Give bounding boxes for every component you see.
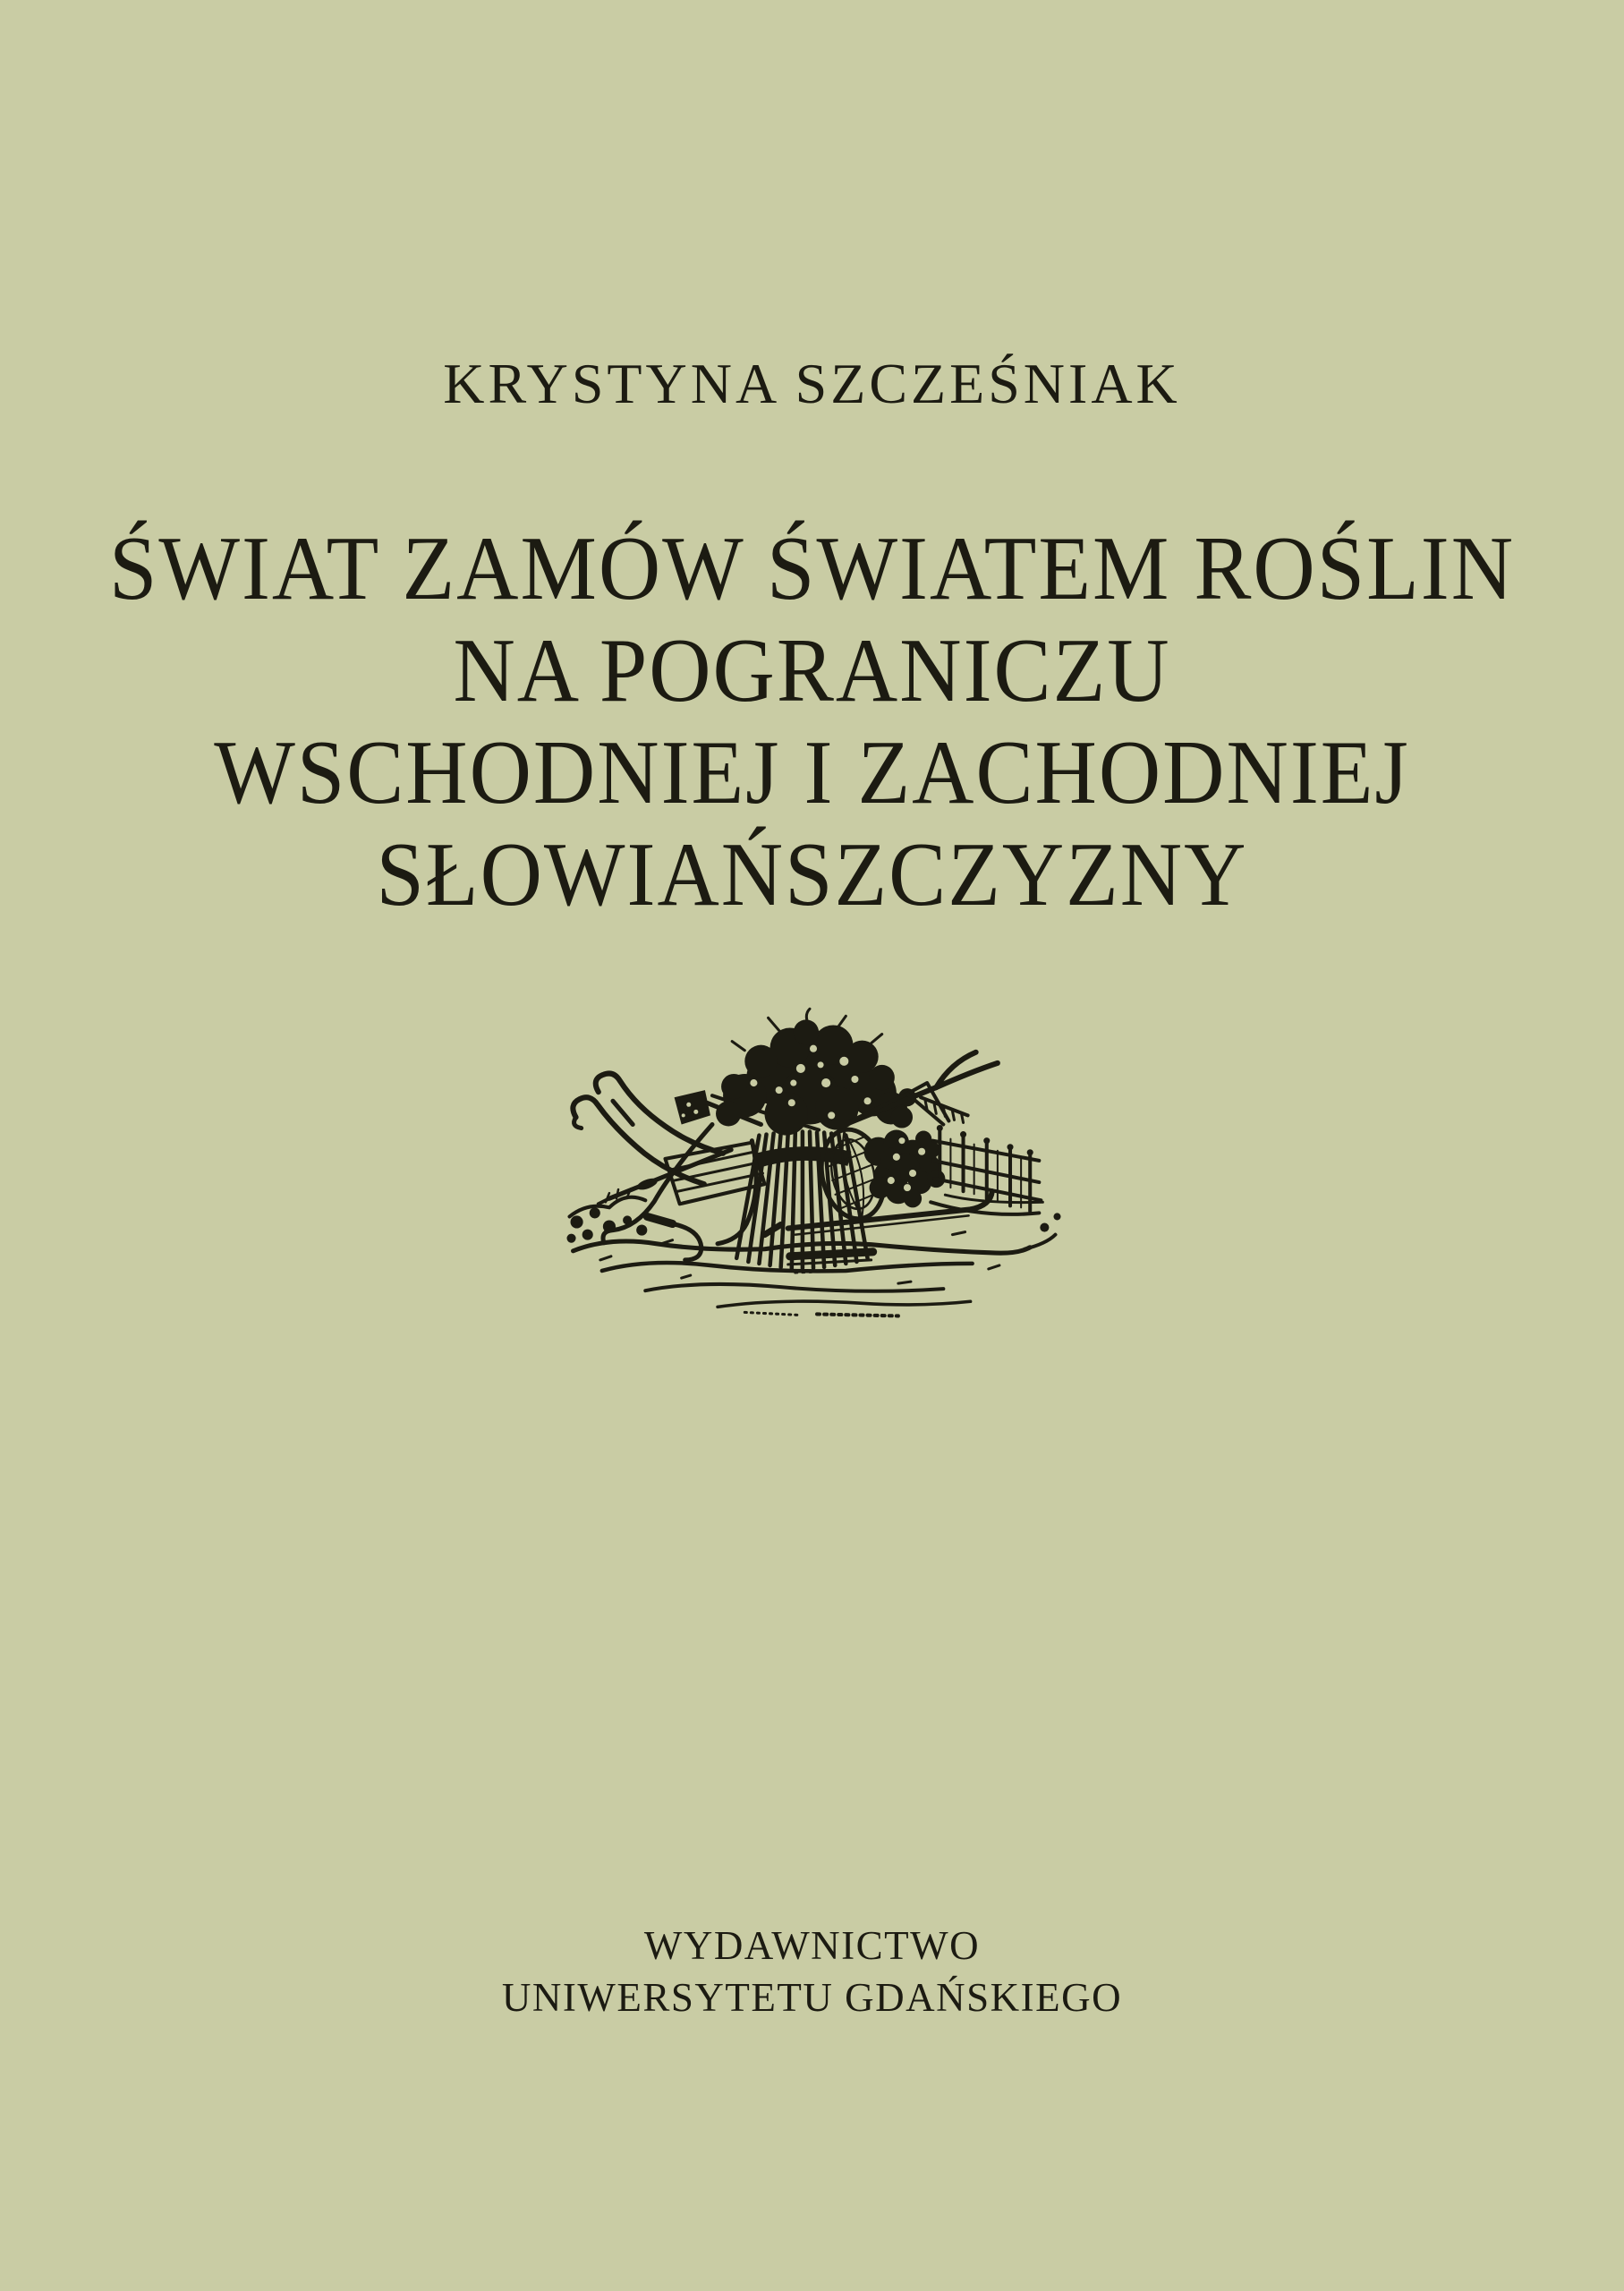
publisher-imprint bbox=[0, 1920, 1624, 2023]
author-name: KRYSTYNA SZCZEŚNIAK bbox=[443, 352, 1181, 415]
title-line-3: WSCHODNIEJ I ZACHODNIEJ bbox=[214, 720, 1410, 823]
title-line-2: NA POGRANICZU bbox=[453, 618, 1171, 721]
sickle bbox=[647, 1216, 701, 1259]
publisher-line-2: UNIWERSYTETU GDAŃSKIEGO bbox=[501, 1975, 1123, 2020]
publisher-line-1: WYDAWNICTWO bbox=[643, 1923, 981, 1968]
book-title bbox=[0, 517, 1624, 925]
title-line-4: SŁOWIAŃSZCZYZNY bbox=[376, 822, 1248, 925]
farm-tools-engraving-illustration bbox=[519, 1006, 1106, 1342]
title-line-1: ŚWIAT ZAMÓW ŚWIATEM ROŚLIN bbox=[108, 516, 1516, 619]
farm-tools-engraving-svg bbox=[519, 1006, 1106, 1342]
